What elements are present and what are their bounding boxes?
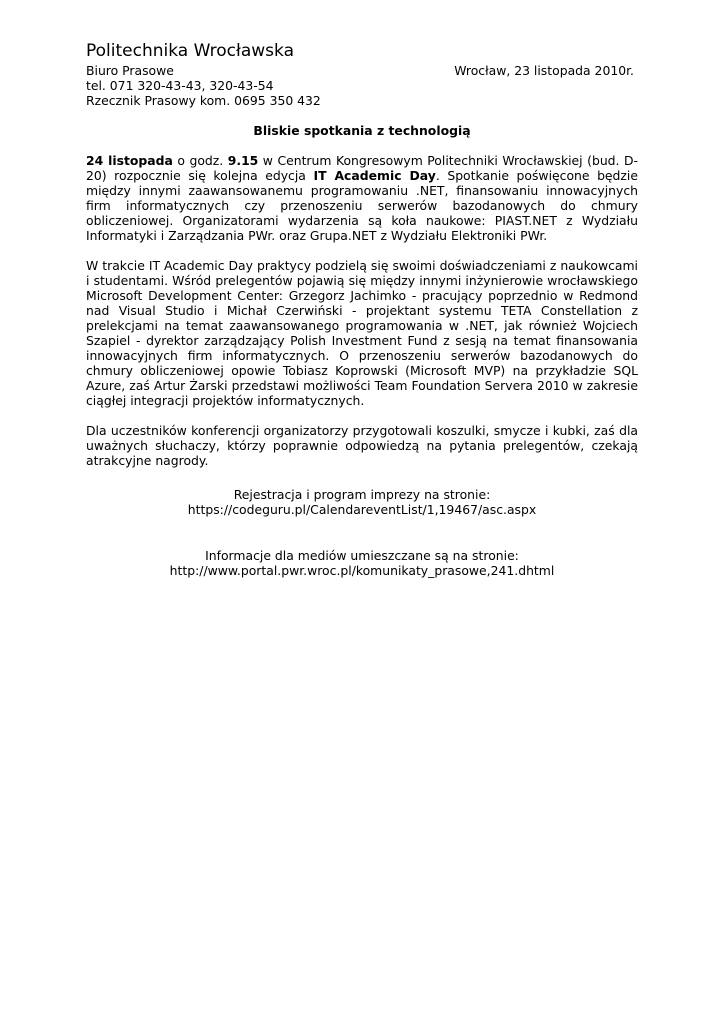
- event-name-bold: IT Academic Day: [313, 168, 436, 183]
- press-release-document: [86, 40, 638, 578]
- header-office-row: [86, 63, 638, 78]
- media-label: Informacje dla mediów umieszczane są na stronie:: [205, 548, 519, 563]
- spokesperson-contact: Rzecznik Prasowy kom. 0695 350 432: [86, 93, 321, 108]
- registration-label: Rejestracja i program imprezy na stronie:: [233, 487, 491, 502]
- media-link[interactable]: http://www.portal.pwr.wroc.pl/komunikaty_prasowe,241.dhtml: [169, 563, 555, 578]
- phone-numbers: tel. 071 320-43-43, 320-43-54: [86, 78, 274, 93]
- intro-text-b: w Centrum Kongresowym Politechniki Wrocławskiej (bud. D-20) rozpocznie się kolejna edycja: [86, 153, 638, 183]
- intro-text-a: o godz.: [172, 153, 228, 168]
- registration-block: [86, 487, 638, 517]
- paragraph-prizes: Dla uczestników konferencji organizatorzy przygotowali koszulki, smycze i kubki, zaś dla uważnych słuchaczy, którzy poprawnie odpowiedzą na pytania prelegentów, czekają atrakcyjne nagrody.: [86, 423, 638, 468]
- paragraph-speakers: W trakcie IT Academic Day praktycy podzielą się swoimi doświadczeniami z naukowcami i studentami. Wśród prelegentów pojawią się między innymi inżynierowie wrocławskiego Microsoft Development Center: Grzegorz Jachimko - pracujący poprzednio w Redmond nad Visual Studio i Michał Czerwiński - projektant systemu TETA Constellation z prelekcjami na temat zaawansowanego programowania w .NET, jak również Wojciech Szapiel - dyrektor zarządzający Polish Investment Fund z sesją na temat finansowania innowacyjnych firm informatycznych. O przenoszeniu serwerów bazodanowych do chmury obliczeniowej opowie Tobiasz Koprowski (Microsoft MVP) na przykładzie SQL Azure, zaś Artur Żarski przedstawi możliwości Team Foundation Servera 2010 w zakresie ciągłej integracji projektów informatycznych.: [86, 258, 638, 408]
- release-date: Wrocław, 23 listopada 2010r.: [454, 63, 634, 78]
- release-headline: Bliskie spotkania z technologią: [253, 123, 471, 138]
- organization-name: Politechnika Wrocławska: [86, 41, 294, 61]
- registration-link[interactable]: https://codeguru.pl/CalendareventList/1,19467/asc.aspx: [187, 502, 537, 517]
- media-block: [86, 548, 638, 578]
- paragraph-intro: [86, 153, 638, 243]
- intro-text-c: . Spotkanie poświęcone będzie między innymi zaawansowanemu programowaniu .NET, finansowaniu innowacyjnych firm informatycznych czy przenoszeniu serwerów bazodanowych do chmury obliczeniowej. Organizatorami wydarzenia są koła naukowe: PIAST.NET z Wydziału Informatyki i Zarządzania PWr. oraz Grupa.NET z Wydziału Elektroniki PWr.: [86, 168, 638, 243]
- press-office-label: Biuro Prasowe: [86, 63, 174, 78]
- event-time-bold: 9.15: [227, 153, 259, 168]
- event-date-bold: 24 listopada: [86, 153, 173, 168]
